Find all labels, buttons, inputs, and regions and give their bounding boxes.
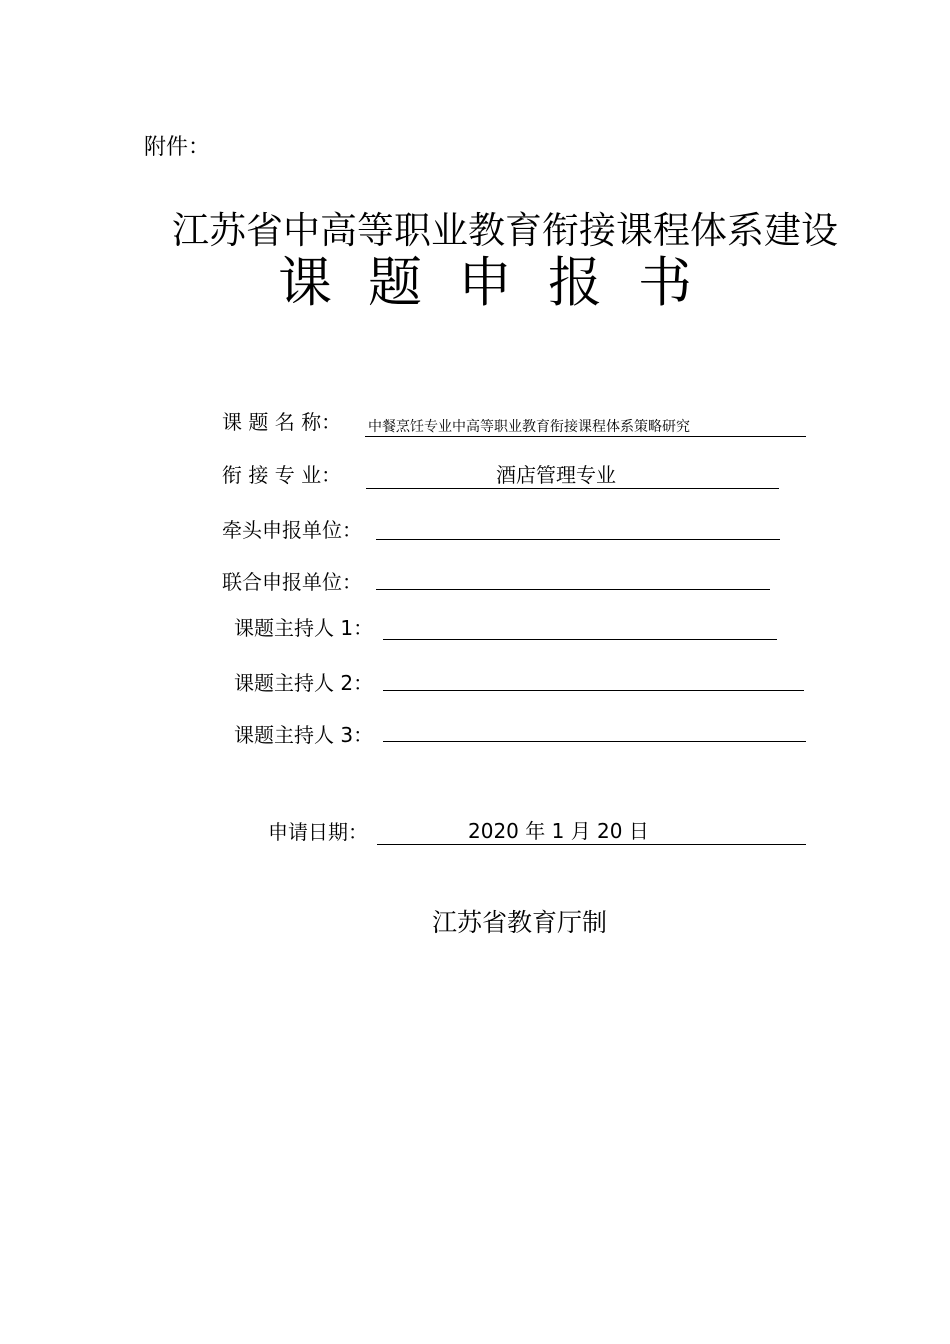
application-date-label: 申请日期：	[268, 820, 368, 844]
topic-name-value[interactable]: 中餐烹饪专业中高等职业教育衔接课程体系策略研究	[368, 419, 690, 435]
joint-applicant-underline	[376, 589, 770, 590]
topic-name-label: 课 题 名 称：	[222, 410, 342, 434]
host-3-label: 课题主持人 3：	[234, 723, 374, 747]
document-title-line1: 江苏省中高等职业教育衔接课程体系建设	[172, 209, 838, 252]
application-date-underline	[377, 844, 806, 845]
bridging-major-underline	[366, 488, 779, 489]
document-title-line2: 课题申报书	[278, 251, 728, 314]
lead-applicant-underline	[376, 539, 780, 540]
host-1-underline	[383, 639, 777, 640]
host-3-underline	[383, 741, 806, 742]
application-date-value[interactable]: 2020 年 1 月 20 日	[468, 819, 649, 843]
bridging-major-label: 衔 接 专 业：	[222, 463, 342, 487]
host-2-label: 课题主持人 2：	[234, 671, 374, 695]
host-1-label: 课题主持人 1：	[234, 616, 374, 640]
joint-applicant-label: 联合申报单位：	[222, 570, 362, 594]
issuer-label: 江苏省教育厅制	[432, 908, 608, 937]
host-2-underline	[383, 690, 804, 691]
bridging-major-value[interactable]: 酒店管理专业	[496, 463, 616, 487]
attachment-label: 附件：	[144, 135, 211, 160]
lead-applicant-label: 牵头申报单位：	[222, 518, 362, 542]
topic-name-underline	[365, 436, 806, 437]
